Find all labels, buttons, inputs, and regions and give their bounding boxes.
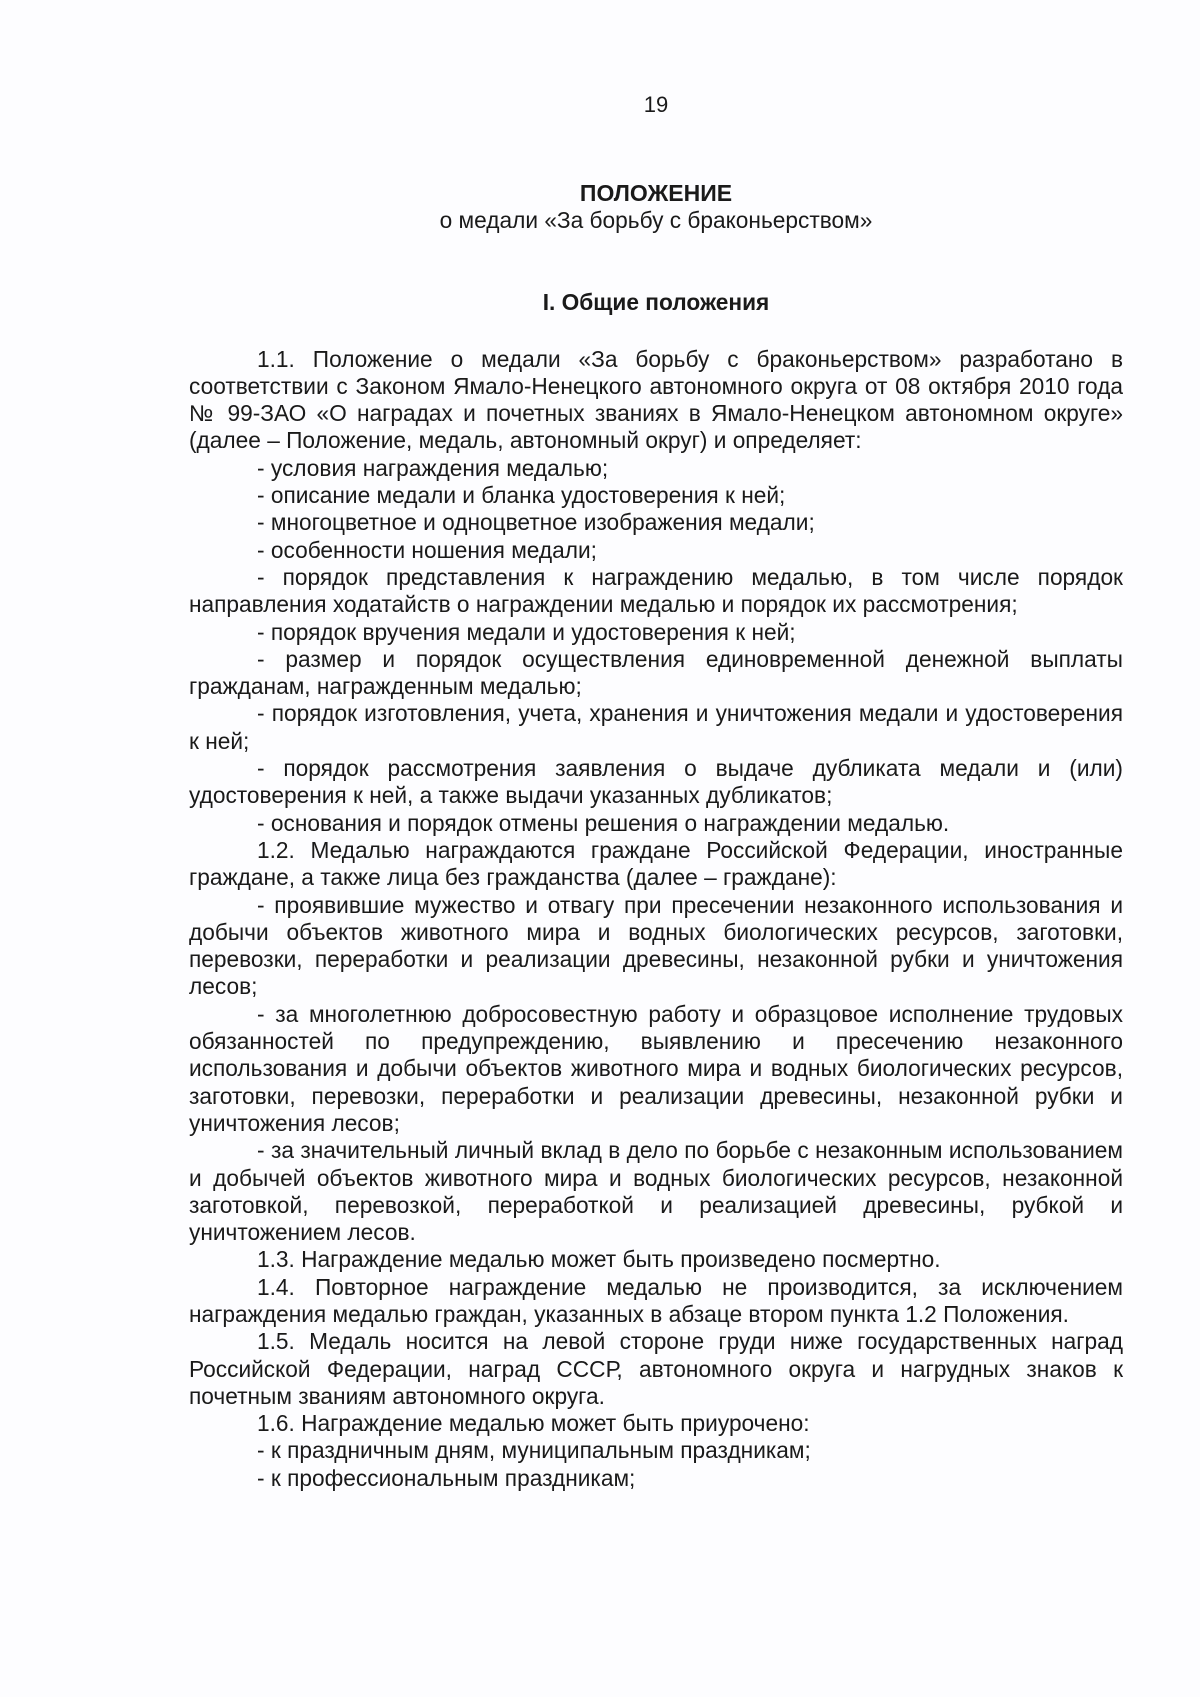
page-number: 19	[643, 92, 669, 117]
list-item: - особенности ношения медали;	[257, 536, 597, 563]
document-title: ПОЛОЖЕНИЕ	[579, 180, 733, 206]
document-content	[189, 92, 1123, 1492]
list-item: - условия награждения медалью;	[257, 454, 609, 481]
list-item: - порядок рассмотрения заявления о выдаче дубликата медали и (или) удостоверения к ней, а также выдачи указанных дубликатов;	[189, 755, 1123, 809]
list-item: - порядок изготовления, учета, хранения и уничтожения медали и удостоверения к ней;	[189, 700, 1123, 754]
list-item: - за значительный личный вклад в дело по борьбе с незаконным использованием и добычей объектов животного мира и водных биологических ресурсов, незаконной заготовкой, перевозкой, переработкой и реализацией древесины, рубкой и уничтожением лесов.	[189, 1137, 1123, 1246]
paragraph: 1.6. Награждение медалью может быть приурочено:	[257, 1410, 810, 1437]
list-item: - порядок вручения медали и удостоверения к ней;	[257, 618, 796, 645]
paragraph: 1.4. Повторное награждение медалью не производится, за исключением награждения медалью граждан, указанных в абзаце втором пункта 1.2 Положения.	[189, 1273, 1123, 1327]
body-text	[189, 346, 1123, 1492]
list-item: - к праздничным дням, муниципальным праздникам;	[257, 1437, 811, 1464]
list-item: - к профессиональным праздникам;	[257, 1464, 636, 1491]
document-subtitle: о медали «За борьбу с браконьерством»	[439, 207, 873, 233]
paragraph: 1.2. Медалью награждаются граждане Российской Федерации, иностранные граждане, а также лица без гражданства (далее – граждане):	[189, 836, 1123, 891]
list-item: - многоцветное и одноцветное изображения медали;	[257, 509, 815, 536]
list-item: - проявившие мужество и отвагу при пресечении незаконного использования и добычи объектов животного мира и водных биологических ресурсов, заготовки, перевозки, переработки и реализации древесины, незаконной рубки и уничтожения лесов;	[189, 891, 1123, 1000]
paragraph: 1.5. Медаль носится на левой стороне груди ниже государственных наград Российской Федерации, наград СССР, автономного округа и нагрудных знаков к почетным званиям автономного округа.	[189, 1328, 1123, 1409]
paragraph: 1.1. Положение о медали «За борьбу с браконьерством» разработано в соответствии с Законом Ямало-Ненецкого автономного округа от 08 октября 2010 года № 99-ЗАО «О наградах и почетных званиях в Ямало-Ненецком автономном округе» (далее – Положение, медаль, автономный округ) и определяет:	[189, 345, 1123, 454]
list-item: - за многолетнюю добросовестную работу и образцовое исполнение трудовых обязанностей по предупреждению, выявлению и пресечению незаконного использования и добычи объектов животного мира и водных биологических ресурсов, заготовки, перевозки, переработки и реализации древесины, незаконной рубки и уничтожения лесов;	[189, 1000, 1123, 1136]
list-item: - описание медали и бланка удостоверения к ней;	[257, 482, 786, 509]
section-heading: I. Общие положения	[542, 289, 770, 316]
list-item: - основания и порядок отмены решения о награждении медалью.	[257, 809, 950, 836]
list-item: - размер и порядок осуществления единовременной денежной выплаты гражданам, награжденным медалью;	[189, 645, 1123, 700]
list-item: - порядок представления к награждению медалью, в том числе порядок направления ходатайств о награждении медалью и порядок их рассмотрения;	[189, 563, 1123, 618]
paragraph: 1.3. Награждение медалью может быть произведено посмертно.	[257, 1246, 941, 1273]
